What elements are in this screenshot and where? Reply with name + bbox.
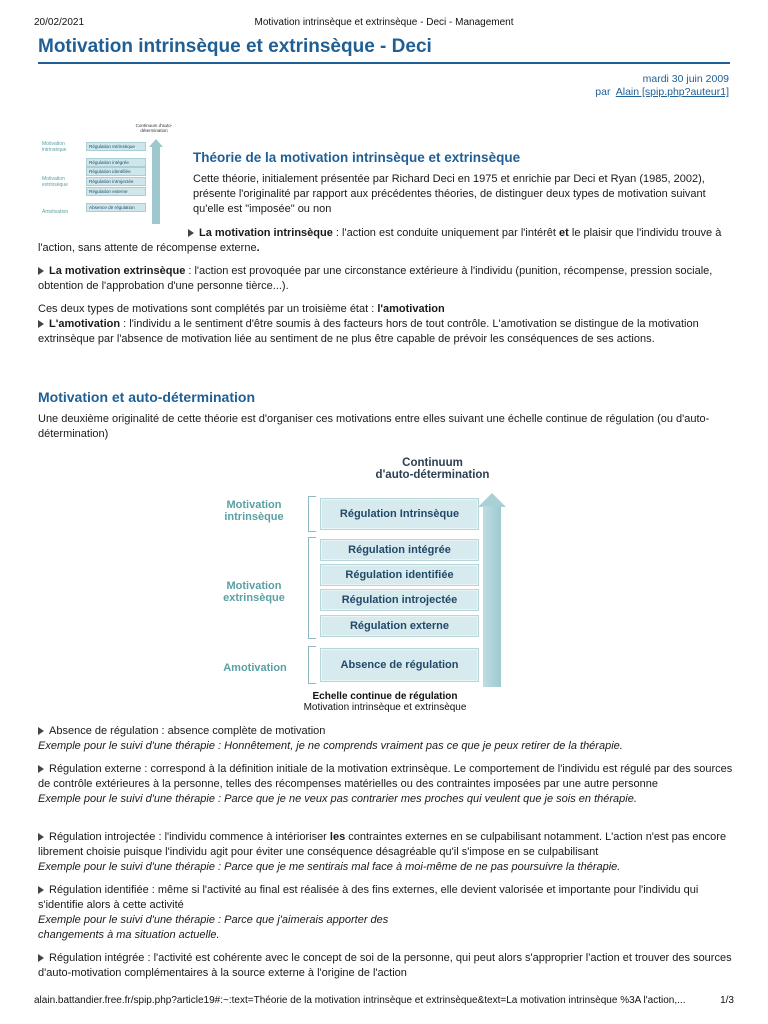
print-date: 20/02/2021 [34,17,85,28]
extrinsic-definition [38,264,733,294]
thumb-group-extrinsic: Motivation extrinsèque [42,176,68,188]
intrinsic-text: : l'action est conduite uniquement par l'intérêt [332,227,560,239]
continuum-label-line2: d'auto-détermination [375,469,490,481]
thumb-box: Régulation Intrinsèque [86,142,146,151]
page-title: Motivation intrinsèque et extrinsèque - Deci [38,36,432,57]
item-integrated [38,951,733,981]
extrinsic-term: La motivation extrinsèque [49,265,186,277]
bracket-amotivation [308,646,316,684]
continuum-label-line1: Continuum [402,457,463,469]
group-label-intrinsic-line2: intrinsèque [224,511,284,523]
thumb-box: Régulation identifiée [86,167,146,176]
print-page-title: Motivation intrinsèque et extrinsèque - Deci - Management [254,17,514,28]
bullet-triangle-icon [38,267,44,275]
intrinsic-end: . [256,242,260,254]
section-title-theory: Théorie de la motivation intrinsèque et extrinsèque [193,150,521,165]
item-introjected-les: les [329,831,346,843]
article-byline [595,86,729,99]
item-absence-text: Absence de régulation : absence complète de motivation [49,725,326,737]
bullet-triangle-icon [38,765,44,773]
article-meta [595,73,729,99]
title-divider [38,62,730,64]
thumb-group-intrinsic: Motivation intrinsèque [42,141,67,153]
item-introjected-text: Régulation introjectée : l'individu commence à intérioriser [49,831,330,843]
print-url: alain.battandier.free.fr/spip.php?article19#:~:text=Théorie de la motivation intrinsèque et extrinsèque&text=La motivation intrinsèque %3A l'action,... [34,995,686,1006]
group-label-extrinsic-line2: extrinsèque [223,592,285,604]
item-identified-example-2: changements à ma situation actuelle. [38,929,220,941]
item-introjected [38,830,733,875]
amotivation-term: L'amotivation [49,318,121,330]
thumb-continuum-label: Continuum d'auto-détermination [135,123,173,133]
item-external [38,762,733,807]
diagram-box-introjected: Régulation introjectée [320,589,479,611]
group-label-intrinsic-line1: Motivation [226,499,282,511]
theory-intro: Cette théorie, initialement présentée par Richard Deci en 1975 et enrichie par Deci et Ryan (1985, 2002), présente l'originalité par rapport aux précédentes théories, de distinguer deux types de motivation suivant qu'elle est "imposée" ou non [193,173,706,215]
extrinsic-text: : l'action est provoquée par une circonstance extérieure à l'individu (punition, récompense, pression sociale, obtention de l'approbation d'une personne tièrce...). [38,265,713,292]
article-date: mardi 30 juin 2009 [642,73,729,85]
intrinsic-et: et [559,227,569,239]
byline-prefix: par [595,86,611,98]
diagram-box-identified: Régulation identifiée [320,564,479,586]
third-state-text: Ces deux types de motivations sont complétés par un troisième état : [38,303,378,315]
group-label-intrinsic [210,499,298,523]
continuum-arrow-up-icon [478,493,506,507]
item-introjected-text-2: contraintes externes en se culpabilisant notamment. L'action n'est pas encore librement choisie puisque l'individu agit pour éviter une conséquence désagréable qu'il s'impose en se culpabilisant [38,831,727,858]
thumb-box: Régulation externe [86,187,146,196]
item-absence [38,724,733,754]
print-header [34,17,734,31]
group-label-extrinsic-line1: Motivation [226,580,282,592]
diagram-box-integrated: Régulation intégrée [320,539,479,561]
item-identified-text: Régulation identifiée : même si l'activité au final est réalisée à des fins externes, elle devient valorisée et importante pour l'individu qui s'identifie alors à cette activité [38,884,699,911]
continuum-label [358,457,508,481]
author-link[interactable]: Alain [spip.php?auteur1] [615,86,729,98]
intrinsic-definition [38,226,733,256]
bullet-triangle-icon [38,727,44,735]
self-determination-diagram [210,455,530,715]
amotivation-text: : l'individu a le sentiment d'être soumis à des facteurs hors de tout contrôle. L'amotivation se distingue de la motivation extrinsèque par l'absence de motivation liée au sentiment de ne plus être capable de prévoir les conséquences de ses actions. [38,318,699,345]
item-integrated-text: Régulation intégrée : l'activité est cohérente avec le concept de soi de la personne, qui peut alors s'approprier l'action et trouver des sources d'auto-motivation complémentaires à la source externe à l'origine de l'action [38,952,732,979]
diagram-caption-title: Echelle continue de régulation [312,691,458,702]
bullet-triangle-icon [188,229,194,237]
third-state-term: l'amotivation [377,303,445,315]
item-external-text: Régulation externe : correspond à la définition initiale de la motivation extrinsèque. Le comportement de l'individu est régulé par des sources de contrôle extérieures à la personne, telles des récompenses matérielles ou des contraintes imposées par une autre personne [38,763,733,790]
item-identified [38,883,733,943]
bullet-triangle-icon [38,954,44,962]
thumb-group-amotivation: Amotivation [42,209,69,215]
bullet-triangle-icon [38,320,44,328]
diagram-box-absence: Absence de régulation [320,648,479,682]
bullet-triangle-icon [38,833,44,841]
continuum-bar [483,506,501,687]
item-identified-example: Exemple pour le suivi d'une thérapie : Parce que j'aimerais apporter des [38,914,389,926]
thumb-box: Régulation intégrée [86,158,146,167]
group-label-extrinsic [210,580,298,604]
diagram-caption [250,691,520,713]
intrinsic-text-2: le plaisir que l'individu trouve à l'action, sans attente de récompense externe [38,227,722,254]
item-introjected-example: Exemple pour le suivi d'une thérapie : Parce que je me sentirais mal face à moi-même de ne pas poursuivre la thérapie. [38,861,621,873]
page-number: 1/3 [720,995,734,1006]
diagram-caption-subtitle: Motivation intrinsèque et extrinsèque [303,702,467,713]
group-label-amotivation: Amotivation [223,662,287,674]
amotivation-definition [38,302,733,347]
bracket-intrinsic [308,496,316,532]
diagram-box-intrinsic: Régulation Intrinsèque [320,498,479,530]
item-absence-example: Exemple pour le suivi d'une thérapie : Honnêtement, je ne comprends vraiment pas ce que je peux retirer de la thérapie. [38,740,623,752]
bullet-triangle-icon [38,886,44,894]
thumb-box: Régulation introjectée [86,177,146,186]
self-determination-intro: Une deuxième originalité de cette théorie est d'organiser ces motivations entre elles suivant une échelle continue de régulation (ou d'auto-détermination) [38,413,710,440]
intrinsic-term: La motivation intrinsèque [199,227,333,239]
thumbnail-diagram [40,120,180,225]
bracket-extrinsic [308,537,316,639]
section-title-self-determination: Motivation et auto-détermination [38,389,255,405]
thumb-box: Absence de régulation [86,203,146,212]
diagram-box-external: Régulation externe [320,615,479,637]
item-external-example: Exemple pour le suivi d'une thérapie : Parce que je ne veux pas contrarier mes proches qui veulent que je sois en thérapie. [38,793,637,805]
thumb-continuum-bar [152,146,160,224]
